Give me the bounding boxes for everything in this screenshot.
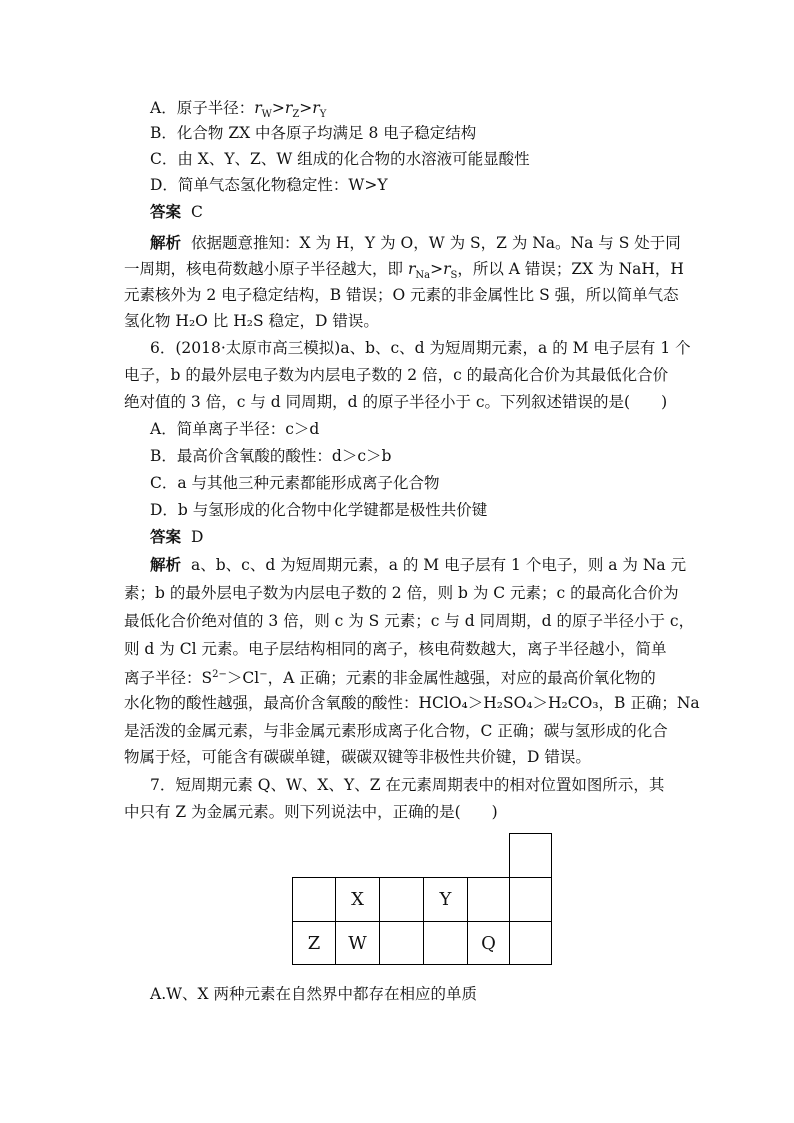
- q6-option-a: A．简单离子半径：c＞d: [150, 420, 320, 438]
- q7-option-a: A.W、X 两种元素在自然界中都存在相应的单质: [150, 985, 478, 1003]
- q6-analysis-line-1: 解析 a、b、c、d 为短周期元素，a 的 M 电子层有 1 个电子，则 a 为 Na 元: [150, 556, 687, 574]
- q6-analysis-line-5: 离子半径：$S^{2-}>Cl^-$，A 正确；元素的非金属性越强，对应的最高价氧化物的: [124, 669, 656, 688]
- q5-option-a: A．原子半径：$r_W>r_Z>r_Y$: [150, 99, 327, 121]
- q6-analysis-line-3: 最低化合价绝对值的 3 倍，则 c 为 S 元素；c 与 d 同周期，d 的原子半径小于 c，: [124, 612, 695, 630]
- q5-analysis-line-4: 氢化物 H₂O 比 H₂S 稳定，D 错误。: [124, 312, 379, 330]
- q6-option-d: D．b 与氢形成的化合物中化学键都是极性共价键: [150, 501, 488, 519]
- table-cell-empty: [379, 921, 424, 965]
- q6-analysis-line-4: 则 d 为 Cl 元素。电子层结构相同的离子，核电荷数越大，离子半径越小，简单: [124, 640, 667, 658]
- table-cell-z: Z: [292, 921, 336, 965]
- q6-stem-line-1: 6．(2018·太原市高三模拟)a、b、c、d 为短周期元素，a 的 M 电子层有 1 个: [150, 339, 691, 357]
- q7-stem-line-2: 中只有 Z 为金属元素。则下列说法中，正确的是( ): [124, 803, 498, 821]
- q5-option-c: C．由 X、Y、Z、W 组成的化合物的水溶液可能显酸性: [150, 150, 530, 168]
- table-cell-empty: [509, 833, 552, 878]
- q6-option-b: B．最高价含氧酸的酸性：d＞c＞b: [150, 447, 392, 465]
- table-cell-empty: [379, 877, 424, 922]
- q6-option-c: C．a 与其他三种元素都能形成离子化合物: [150, 474, 440, 492]
- q5-option-b: B．化合物 ZX 中各原子均满足 8 电子稳定结构: [150, 124, 477, 142]
- q5-option-d: D．简单气态氢化物稳定性：W>Y: [150, 176, 388, 194]
- q5-analysis-line-3: 元素核外为 2 电子稳定结构，B 错误；O 元素的非金属性比 S 强，所以简单气态: [124, 286, 679, 304]
- q6-analysis-line-2: 素；b 的最外层电子数为内层电子数的 2 倍，则 b 为 C 元素；c 的最高化合价为: [124, 584, 679, 602]
- table-cell-empty: [509, 877, 552, 922]
- table-cell-empty: [467, 877, 510, 922]
- table-cell-w: W: [335, 921, 380, 965]
- table-cell-empty: [423, 921, 468, 965]
- table-cell-empty: [292, 877, 336, 922]
- q6-analysis-line-7: 是活泼的金属元素，与非金属元素形成离子化合物，C 正确；碳与氢形成的化合: [124, 722, 668, 740]
- q5-answer: 答案 C: [150, 203, 203, 221]
- table-cell-q: Q: [467, 921, 510, 965]
- table-cell-y: Y: [423, 877, 468, 922]
- table-cell-empty: [509, 921, 552, 965]
- q6-answer: 答案 D: [150, 528, 204, 546]
- q6-analysis-line-8: 物属于烃，可能含有碳碳单键，碳碳双键等非极性共价键，D 错误。: [124, 748, 591, 766]
- periodic-table-fragment: [292, 833, 552, 965]
- q6-analysis-line-6: 水化物的酸性越强，最高价含氧酸的酸性：HClO₄＞H₂SO₄＞H₂CO₃，B 正确；Na: [124, 694, 700, 712]
- q6-stem-line-3: 绝对值的 3 倍，c 与 d 同周期，d 的原子半径小于 c。下列叙述错误的是( ): [124, 393, 668, 411]
- q6-stem-line-2: 电子，b 的最外层电子数为内层电子数的 2 倍，c 的最高化合价为其最低化合价: [124, 366, 669, 384]
- q5-analysis-line-1: 解析 依据题意推知：X 为 H，Y 为 O，W 为 S，Z 为 Na。Na 与 S 处于同: [150, 234, 681, 252]
- q7-stem-line-1: 7．短周期元素 Q、W、X、Y、Z 在元素周期表中的相对位置如图所示，其: [150, 776, 665, 794]
- q5-analysis-line-2: 一周期，核电荷数越小原子半径越大，即 $r_{Na}>r_S$，所以 A 错误；ZX 为 NaH，H: [124, 260, 684, 282]
- table-cell-x: X: [335, 877, 380, 922]
